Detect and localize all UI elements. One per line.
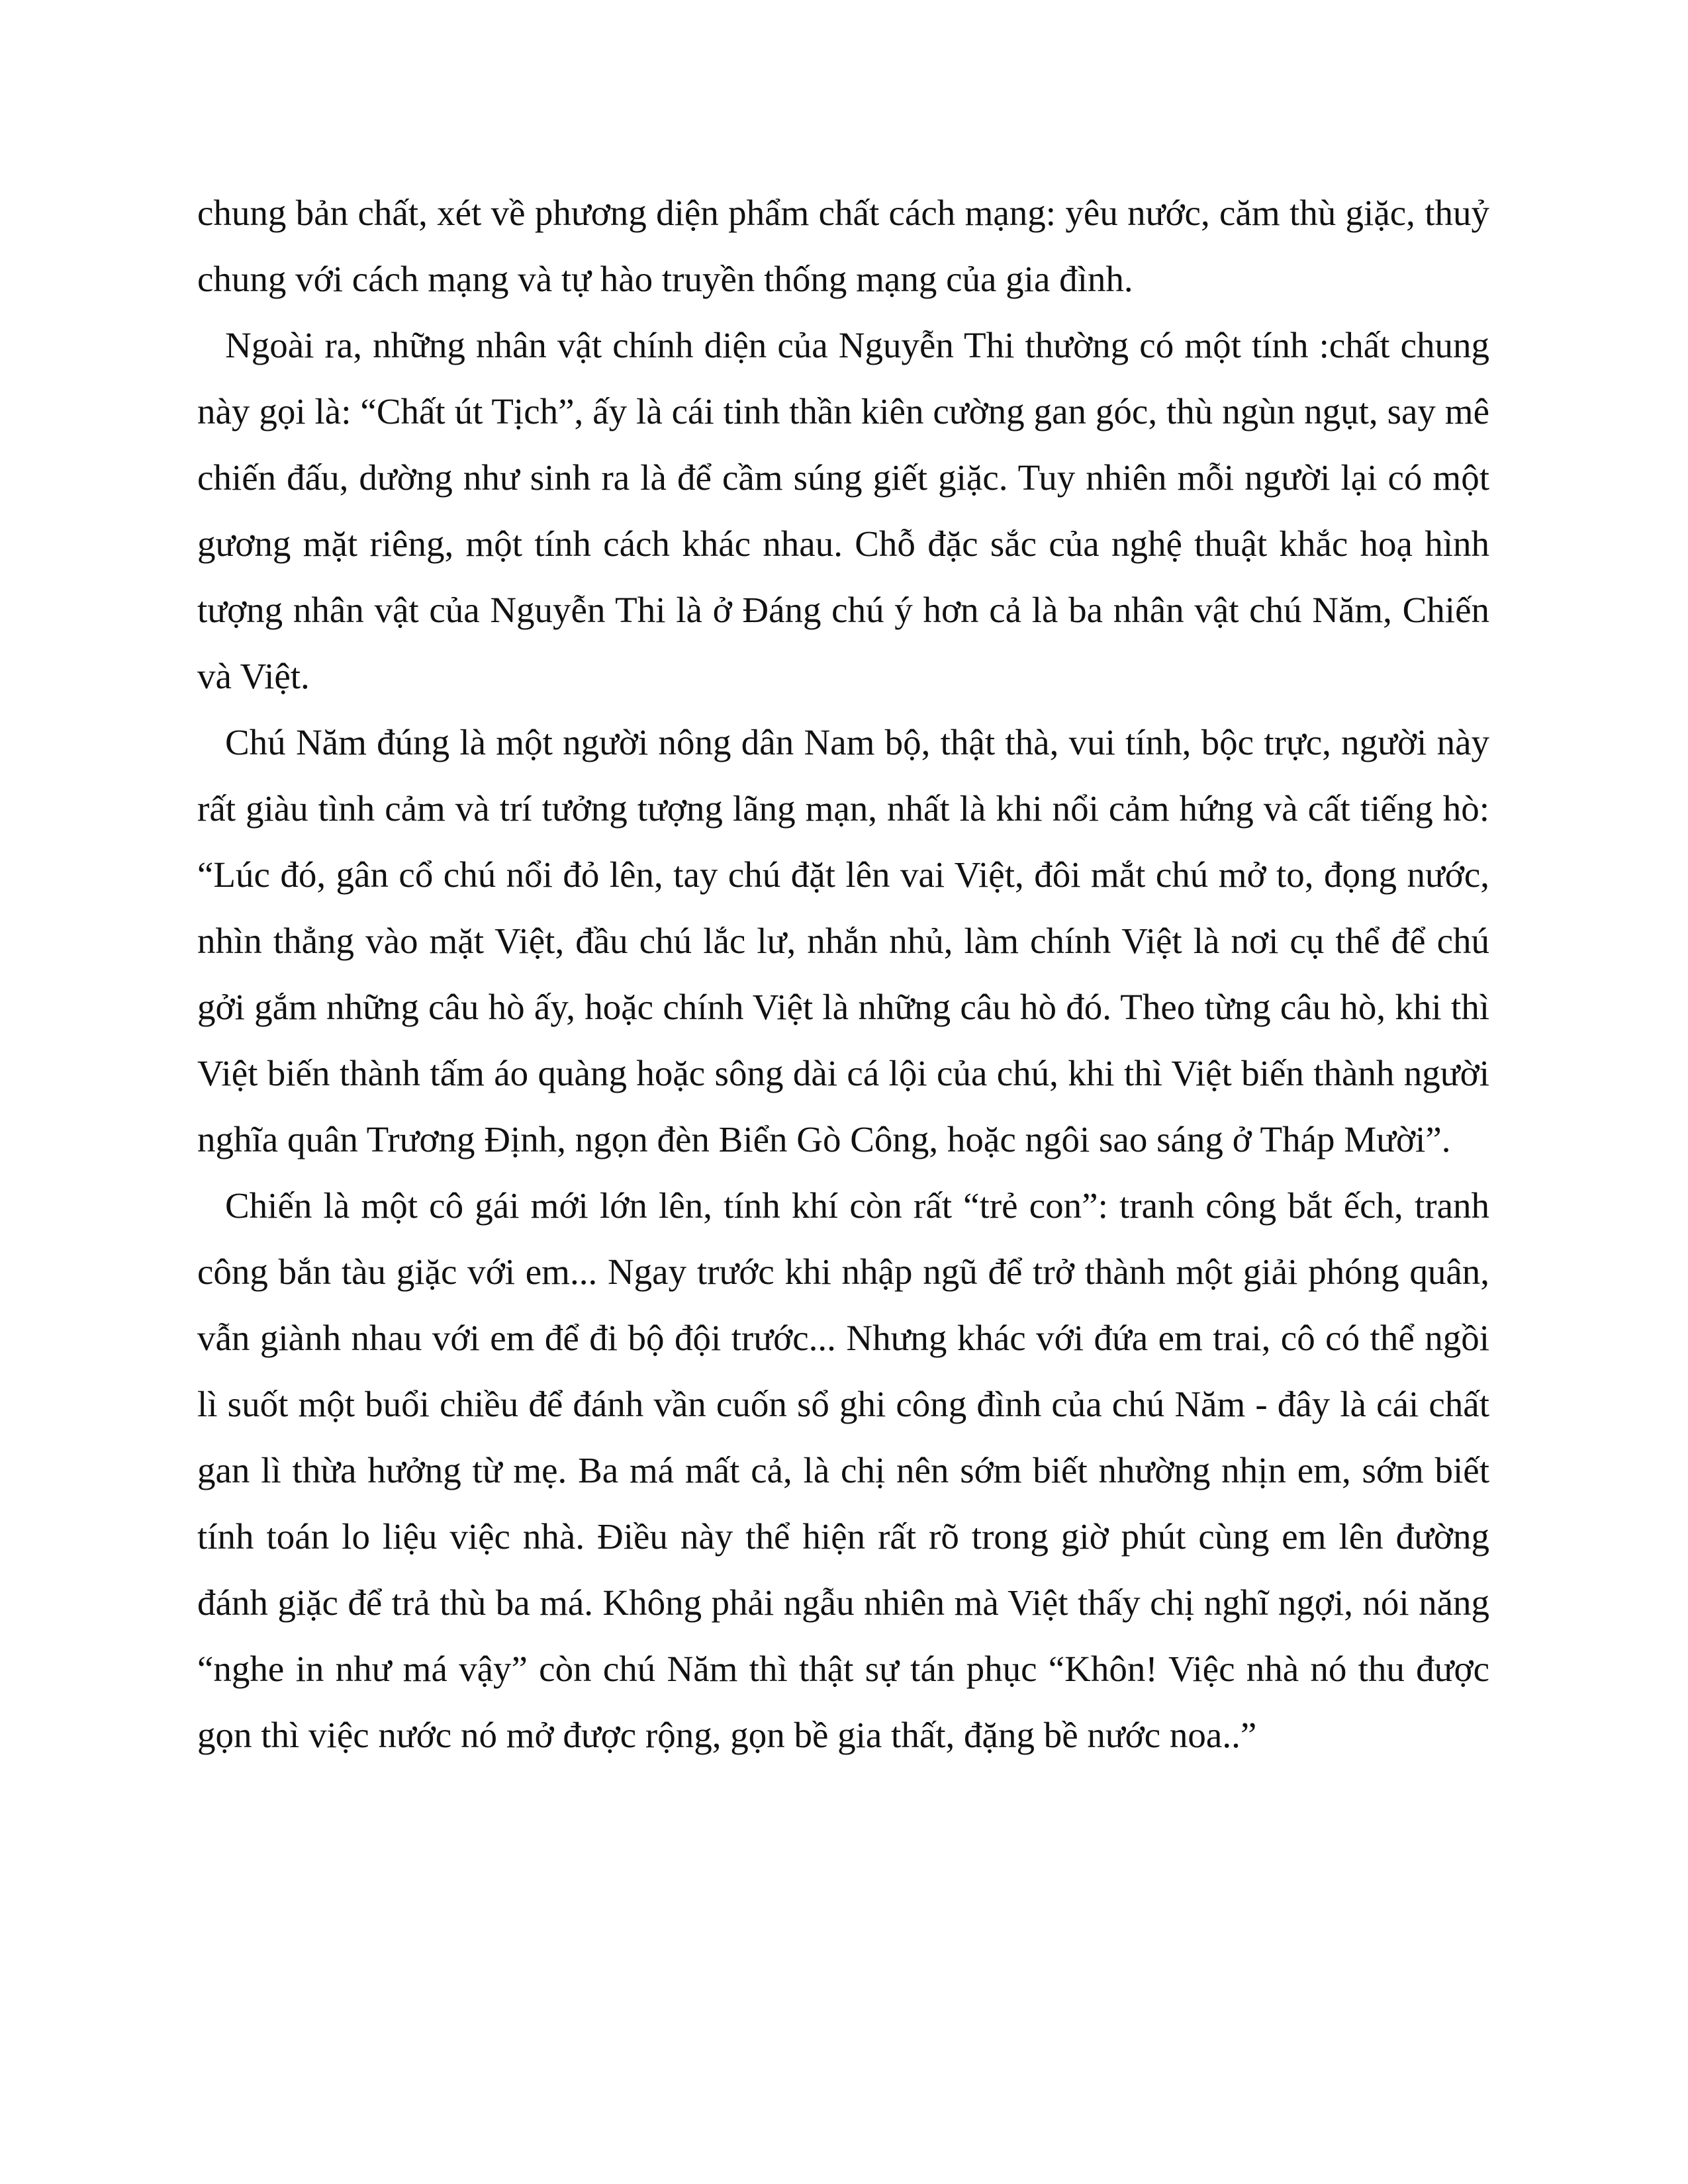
paragraph-2: Ngoài ra, những nhân vật chính diện của Nguyễn Thi thường có một tính :chất chung này gọi là: “Chất út Tịch”, ấy là cái tinh thần kiên cường gan góc, thù ngùn ngụt, say mê chiến đấu, dường như sinh ra là để cầm súng giết giặc. Tuy nhiên mỗi người lại có một gương mặt riêng, một tính cách khác nhau. Chỗ đặc sắc của nghệ thuật khắc hoạ hình tượng nhân vật của Nguyễn Thi là ở Đáng chú ý hơn cả là ba nhân vật chú Năm, Chiến và Việt. [197,325,1489,696]
document-body [197,180,1489,1768]
paragraph-3: Chú Năm đúng là một người nông dân Nam bộ, thật thà, vui tính, bộc trực, người này rất giàu tình cảm và trí tưởng tượng lãng mạn, nhất là khi nổi cảm hứng và cất tiếng hò: “Lúc đó, gân cổ chú nổi đỏ lên, tay chú đặt lên vai Việt, đôi mắt chú mở to, đọng nước, nhìn thẳng vào mặt Việt, đầu chú lắc lư, nhắn nhủ, làm chính Việt là nơi cụ thể để chú gởi gắm những câu hò ấy, hoặc chính Việt là những câu hò đó. Theo từng câu hò, khi thì Việt biến thành tấm áo quàng hoặc sông dài cá lội của chú, khi thì Việt biến thành người nghĩa quân Trương Định, ngọn đèn Biển Gò Công, hoặc ngôi sao sáng ở Tháp Mười”. [197,722,1489,1160]
paragraph-1: chung bản chất, xét về phương diện phẩm chất cách mạng: yêu nước, căm thù giặc, thuỷ chung với cách mạng và tự hào truyền thống mạng của gia đình. [197,193,1489,299]
paragraph-4: Chiến là một cô gái mới lớn lên, tính khí còn rất “trẻ con”: tranh công bắt ếch, tranh công bắn tàu giặc với em... Ngay trước khi nhập ngũ để trở thành một giải phóng quân, vẫn giành nhau với em để đi bộ đội trước... Nhưng khác với đứa em trai, cô có thể ngồi lì suốt một buổi chiều để đánh vần cuốn sổ ghi công đình của chú Năm - đây là cái chất gan lì thừa hưởng từ mẹ. Ba má mất cả, là chị nên sớm biết nhường nhịn em, sớm biết tính toán lo liệu việc nhà. Điều này thể hiện rất rõ trong giờ phút cùng em lên đường đánh giặc để trả thù ba má. Không phải ngẫu nhiên mà Việt thấy chị nghĩ ngợi, nói năng “nghe in như má vậy” còn chú Năm thì thật sự tán phục “Khôn! Việc nhà nó thu được gọn thì việc nước nó mở được rộng, gọn bề gia thất, đặng bề nước noa..” [197,1185,1489,1755]
